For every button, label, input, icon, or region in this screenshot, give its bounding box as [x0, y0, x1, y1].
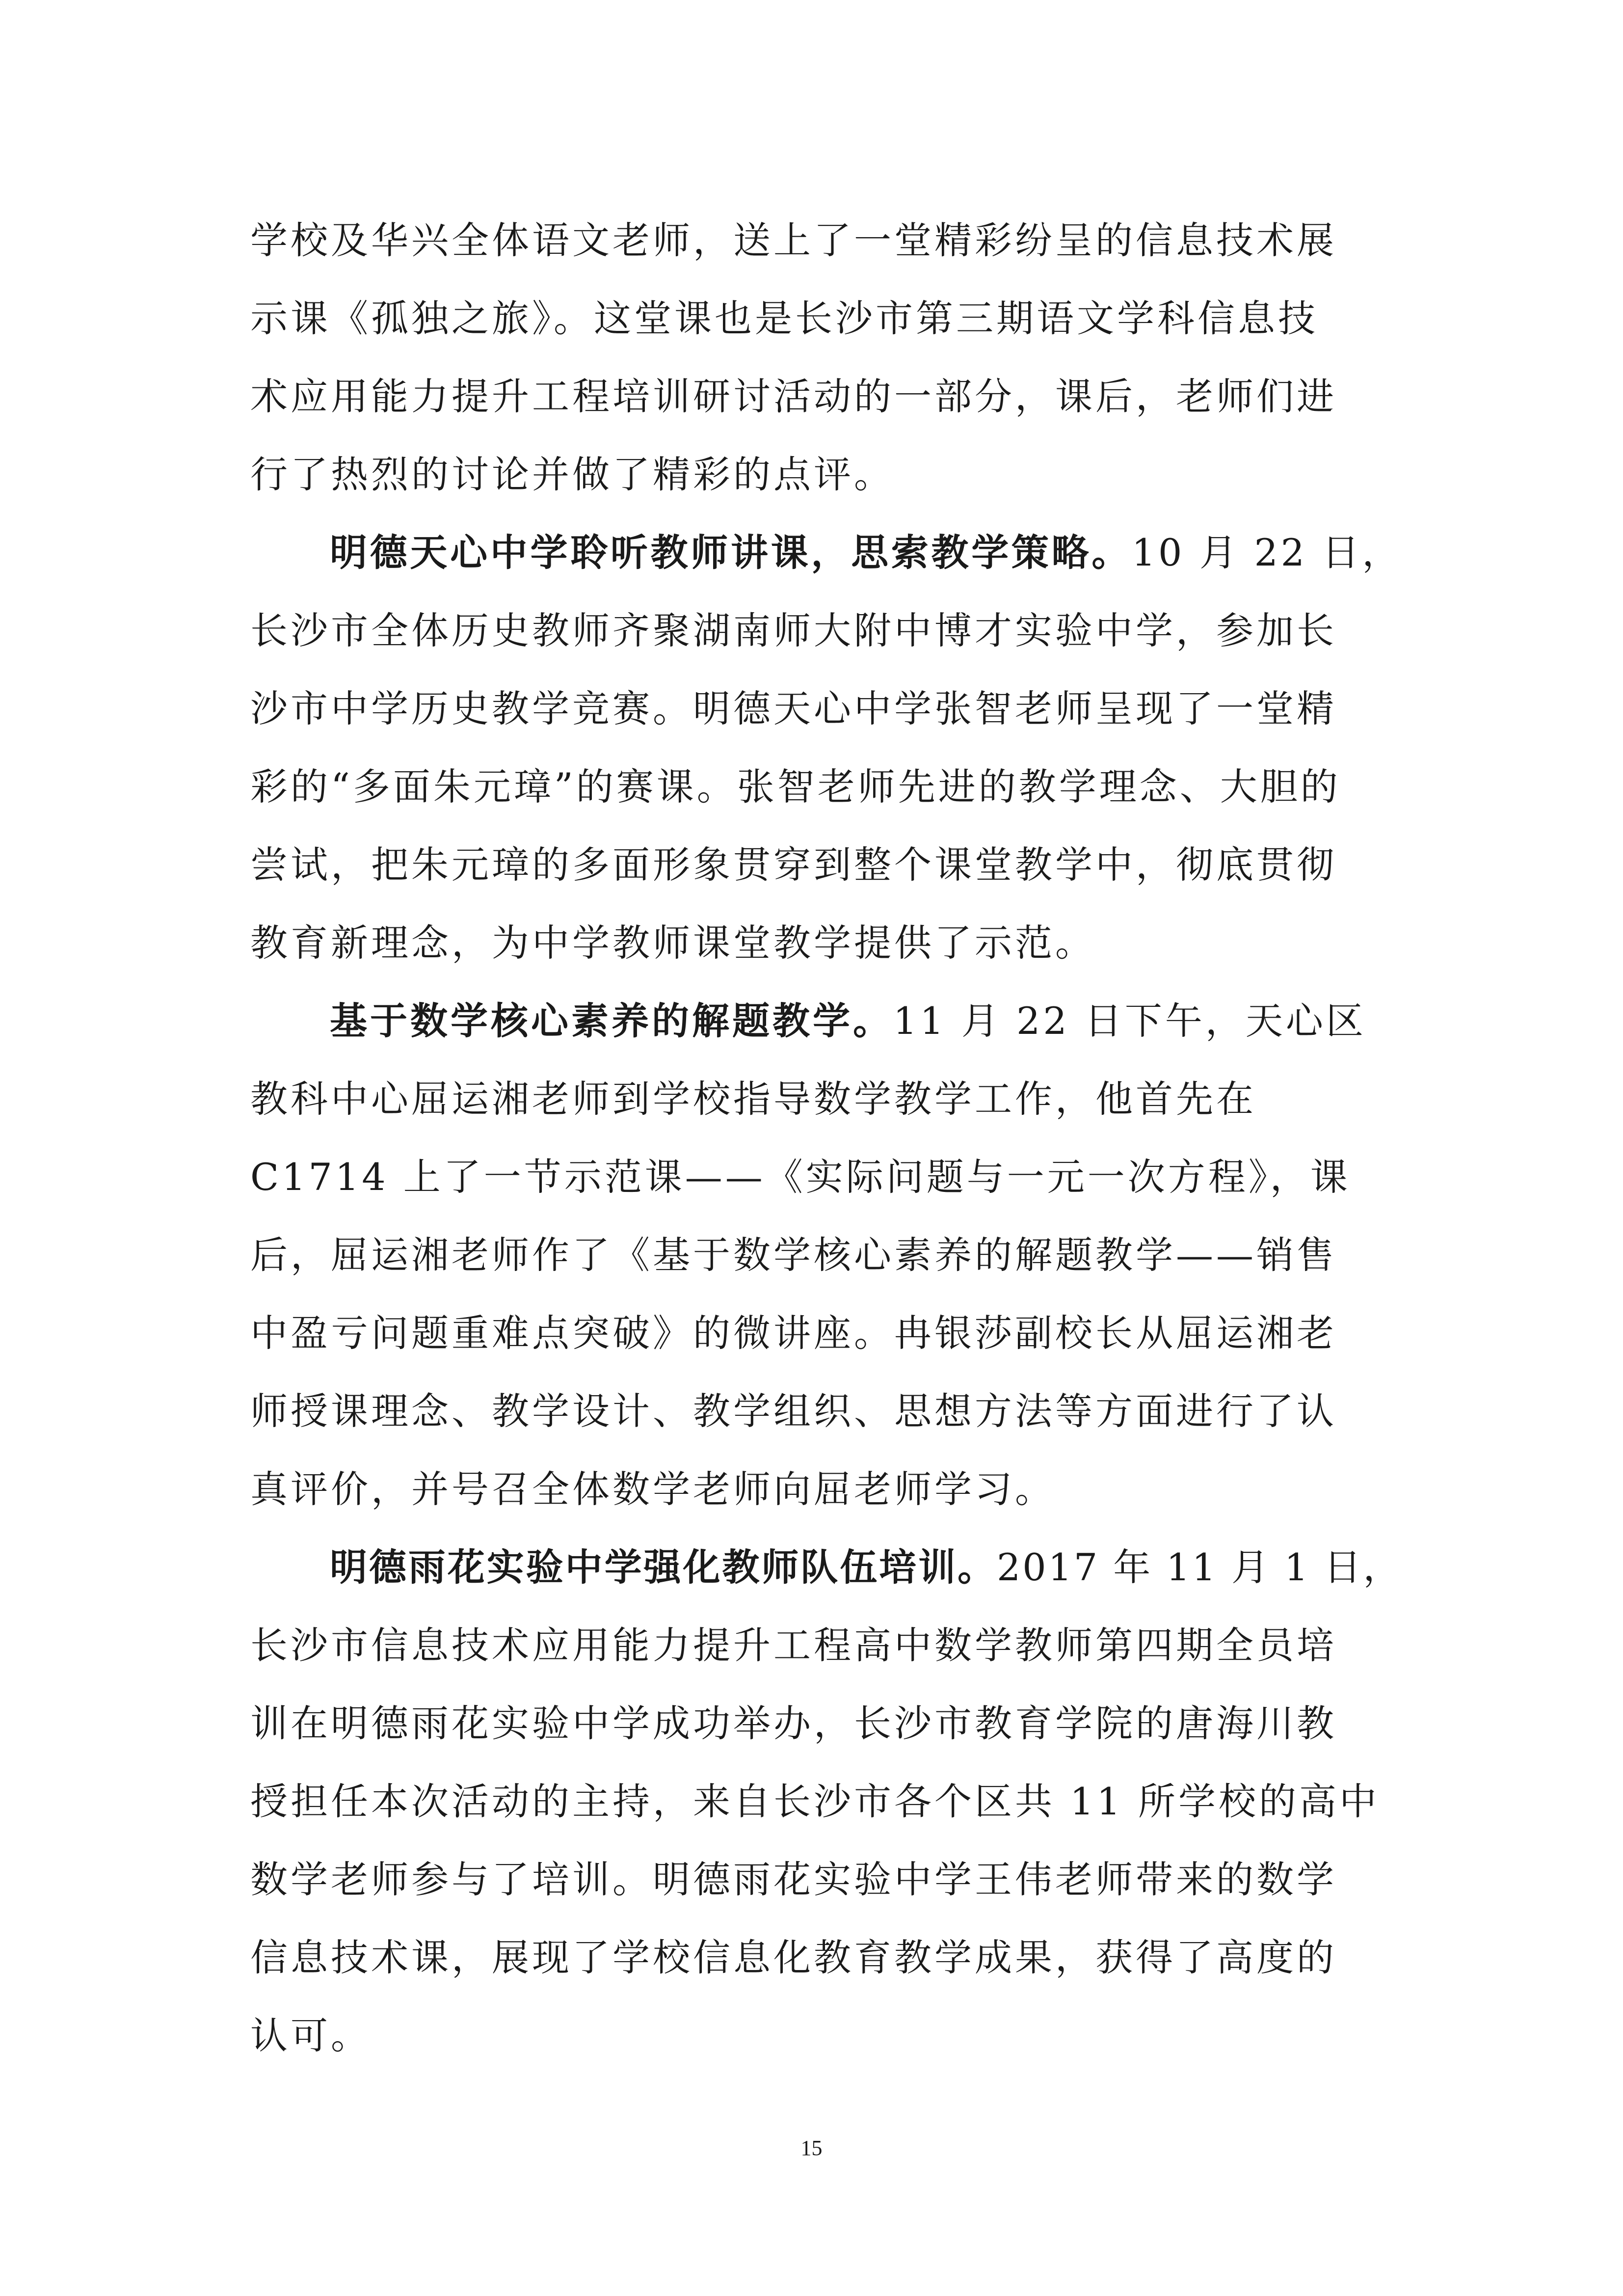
paragraph-line: 教科中心屈运湘老师到学校指导数学教学工作，他首先在: [250, 1077, 1256, 1121]
paragraph-line: 长沙市信息技术应用能力提升工程高中数学教师第四期全员培: [250, 1623, 1337, 1667]
paragraph-line: 行了热烈的讨论并做了精彩的点评。: [250, 453, 894, 496]
paragraph-line: 师授课理念、教学设计、教学组织、思想方法等方面进行了认: [250, 1389, 1337, 1433]
paragraph-first-line: [330, 528, 1402, 577]
paragraph-line: 数学老师参与了培训。明德雨花实验中学王伟老师带来的数学: [250, 1858, 1337, 1901]
paragraph-text: 2017 年 11 月 1 日，: [996, 1545, 1403, 1589]
paragraph-line: C1714 上了一节示范课——《实际问题与一元一次方程》，课: [250, 1155, 1351, 1199]
paragraph-heading: 基于数学核心素养的解题教学。: [330, 999, 893, 1043]
paragraph-line: 教育新理念，为中学教师课堂教学提供了示范。: [250, 921, 1095, 965]
paragraph-line: 认可。: [250, 2014, 371, 2057]
paragraph-heading: 明德雨花实验中学强化教师队伍培训。: [330, 1545, 997, 1589]
paragraph-line: 术应用能力提升工程培训研讨活动的一部分，课后，老师们进: [250, 375, 1337, 418]
paragraph-text: 11 月 22 日下午，天心区: [893, 999, 1366, 1043]
paragraph-text: 10 月 22 日，: [1132, 531, 1402, 574]
page-number: 15: [800, 2136, 823, 2160]
paragraph-line: 学校及华兴全体语文老师，送上了一堂精彩纷呈的信息技术展: [250, 218, 1337, 262]
paragraph-line: 信息技术课，展现了学校信息化教育教学成果，获得了高度的: [250, 1936, 1337, 1979]
paragraph-line: 沙市中学历史教学竞赛。明德天心中学张智老师呈现了一堂精: [250, 687, 1337, 730]
paragraph-first-line: [330, 1543, 1402, 1592]
paragraph-line: 彩的“多面朱元璋”的赛课。张智老师先进的教学理念、大胆的: [250, 765, 1341, 809]
paragraph-line: 示课《孤独之旅》。这堂课也是长沙市第三期语文学科信息技: [250, 297, 1318, 340]
paragraph-line: 训在明德雨花实验中学成功举办，长沙市教育学院的唐海川教: [250, 1702, 1337, 1745]
paragraph-line: 尝试，把朱元璋的多面形象贯穿到整个课堂教学中，彻底贯彻: [250, 843, 1337, 887]
paragraph-line: 真评价，并号召全体数学老师向屈老师学习。: [250, 1467, 1055, 1511]
paragraph-heading: 明德天心中学聆听教师讲课，思索教学策略。: [330, 531, 1132, 574]
paragraph-first-line: [330, 997, 1366, 1046]
paragraph-line: 后，屈运湘老师作了《基于数学核心素养的解题教学——销售: [250, 1233, 1337, 1277]
paragraph-line: 长沙市全体历史教师齐聚湖南师大附中博才实验中学，参加长: [250, 609, 1337, 652]
paragraph-line: 授担任本次活动的主持，来自长沙市各个区共 11 所学校的高中: [250, 1780, 1380, 1823]
paragraph-line: 中盈亏问题重难点突破》的微讲座。冉银莎副校长从屈运湘老: [250, 1311, 1337, 1355]
